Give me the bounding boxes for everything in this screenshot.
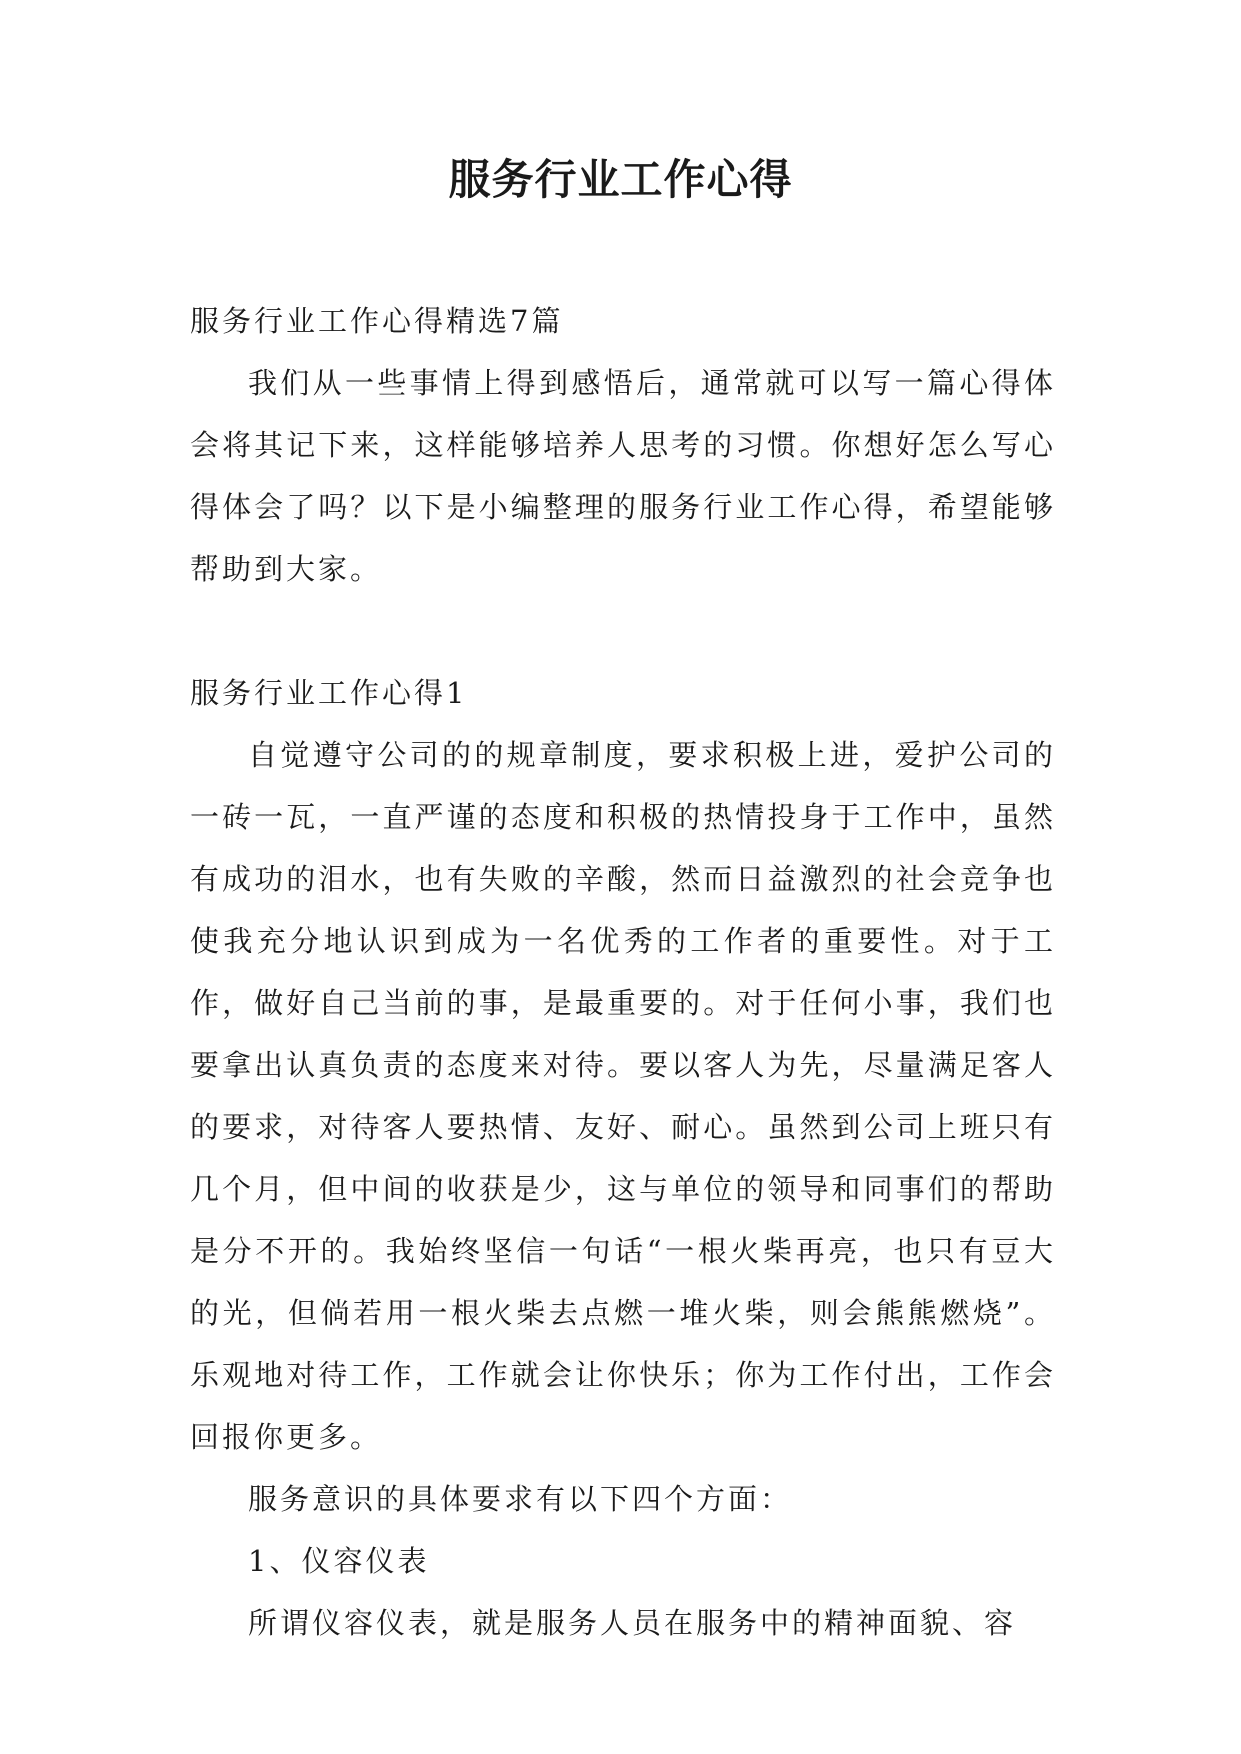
list-item-heading: 1、仪容仪表 xyxy=(248,1544,430,1578)
section-heading: 服务行业工作心得1 xyxy=(190,676,468,710)
document-body xyxy=(190,290,1056,1654)
section-spacer xyxy=(190,600,1056,662)
body-paragraph: 所谓仪容仪表，就是服务人员在服务中的精神面貌、容 xyxy=(248,1606,1017,1640)
body-paragraph: 服务意识的具体要求有以下四个方面： xyxy=(248,1482,793,1516)
body-paragraph: 自觉遵守公司的的规章制度，要求积极上进，爱护公司的一砖一瓦，一直严谨的态度和积极的热情投身于工作中，虽然有成功的泪水，也有失败的辛酸，然而日益激烈的社会竞争也使我充分地认识到成为一名优秀的工作者的重要性。对于工作，做好自己当前的事，是最重要的。对于任何小事，我们也要拿出认真负责的态度来对待。要以客人为先，尽量满足客人的要求，对待客人要热情、友好、耐心。虽然到公司上班只有几个月，但中间的收获是少，这与单位的领导和同事们的帮助是分不开的。我始终坚信一句话“一根火柴再亮，也只有豆大的光，但倘若用一根火柴去点燃一堆火柴，则会熊熊燃烧”。乐观地对待工作，工作就会让你快乐；你为工作付出，工作会回报你更多。 xyxy=(190,738,1056,1454)
document-title: 服务行业工作心得 xyxy=(448,155,793,204)
intro-paragraph: 我们从一些事情上得到感悟后，通常就可以写一篇心得体会将其记下来，这样能够培养人思考的习惯。你想好怎么写心得体会了吗？以下是小编整理的服务行业工作心得，希望能够帮助到大家。 xyxy=(190,366,1056,586)
document-subtitle: 服务行业工作心得精选7篇 xyxy=(190,304,564,338)
